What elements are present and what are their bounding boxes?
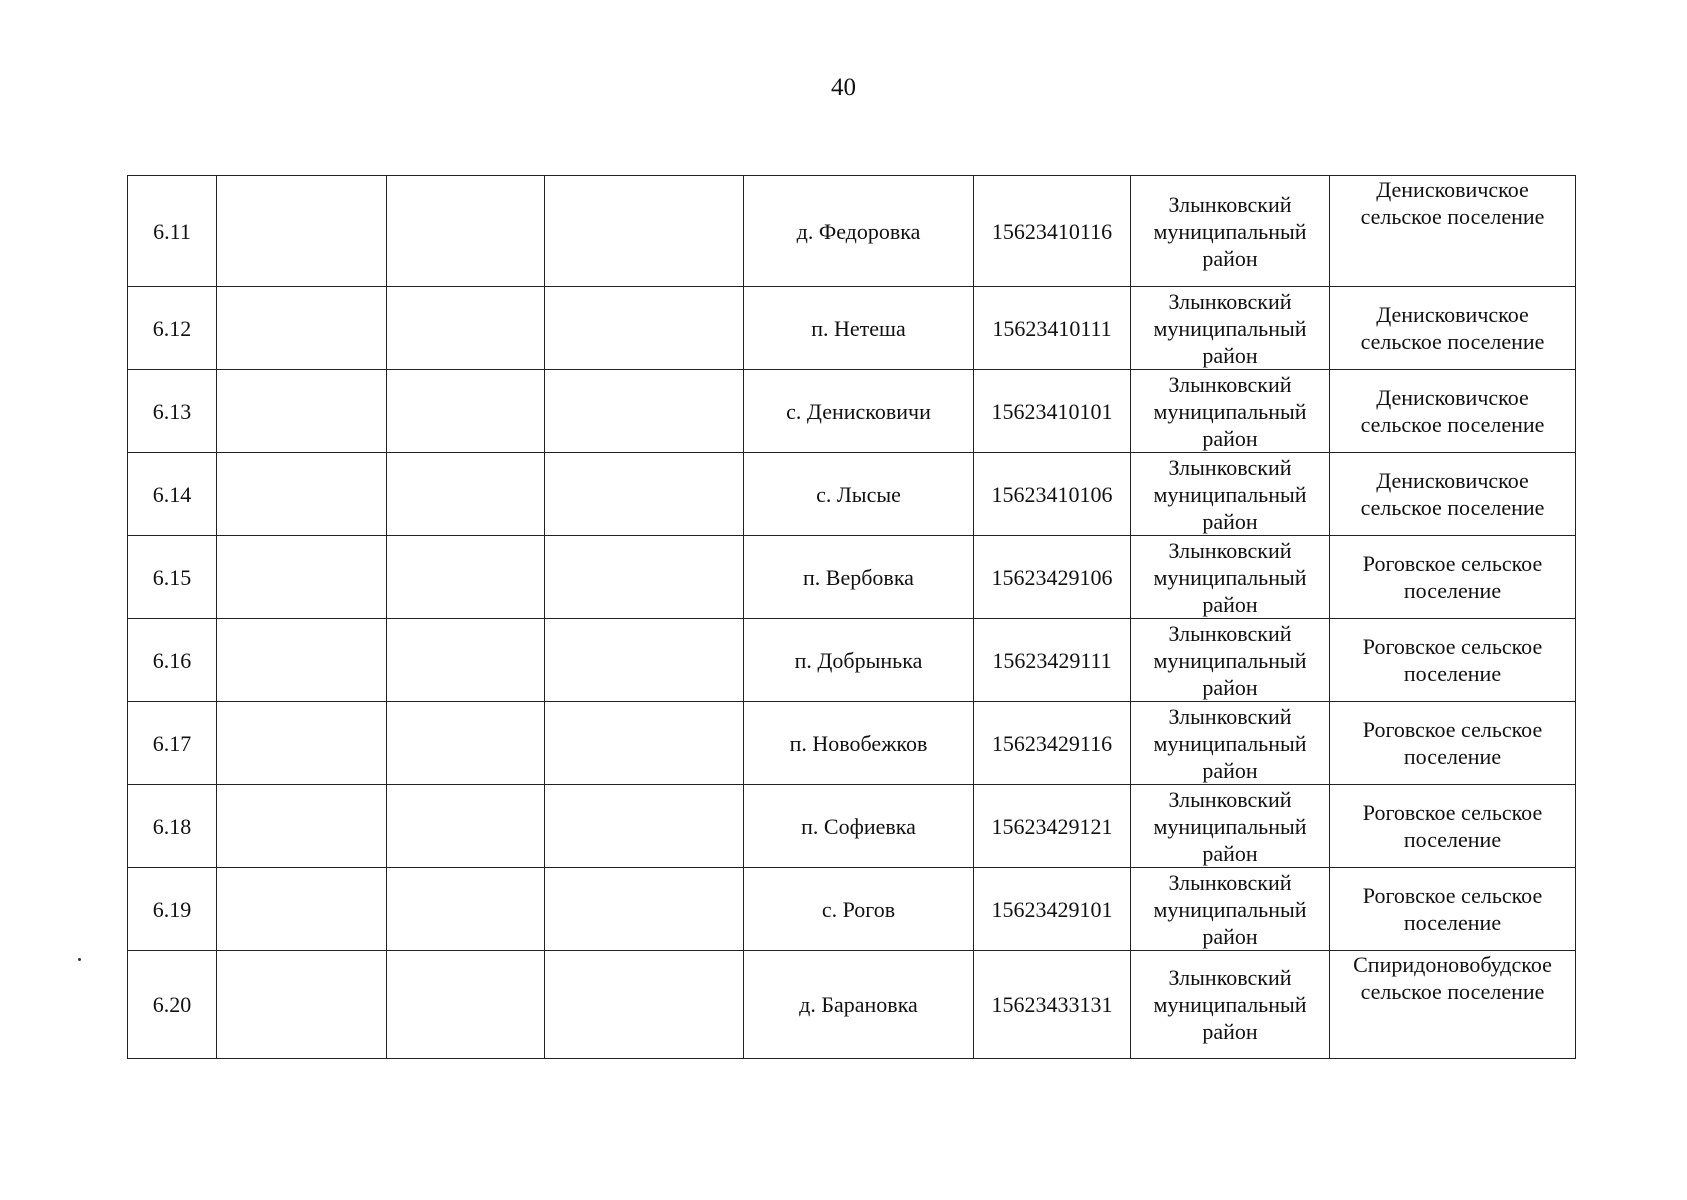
empty-cell xyxy=(387,536,545,619)
empty-cell xyxy=(217,785,387,868)
empty-cell xyxy=(545,702,744,785)
row-number: 6.15 xyxy=(128,536,217,619)
district-name: Злынковский муниципальный район xyxy=(1131,176,1330,287)
district-name: Злынковский муниципальный район xyxy=(1131,785,1330,868)
settlement-name: Роговское сельское поселение xyxy=(1330,536,1576,619)
table-row xyxy=(128,951,1576,1059)
oktmo-code: 15623410101 xyxy=(974,370,1131,453)
settlement-name: Роговское сельское поселение xyxy=(1330,868,1576,951)
settlement-name: Роговское сельское поселение xyxy=(1330,702,1576,785)
locality-name: д. Федоровка xyxy=(744,176,974,287)
settlement-name: Роговское сельское поселение xyxy=(1330,619,1576,702)
oktmo-code: 15623410106 xyxy=(974,453,1131,536)
locality-name: п. Вербовка xyxy=(744,536,974,619)
empty-cell xyxy=(387,619,545,702)
empty-cell xyxy=(217,176,387,287)
table-row xyxy=(128,868,1576,951)
row-number: 6.20 xyxy=(128,951,217,1059)
scan-speck xyxy=(78,958,81,961)
district-name: Злынковский муниципальный район xyxy=(1131,702,1330,785)
locality-name: п. Добрынька xyxy=(744,619,974,702)
empty-cell xyxy=(387,702,545,785)
empty-cell xyxy=(217,951,387,1059)
table-row xyxy=(128,785,1576,868)
oktmo-code: 15623429116 xyxy=(974,702,1131,785)
empty-cell xyxy=(387,176,545,287)
empty-cell xyxy=(217,453,387,536)
district-name: Злынковский муниципальный район xyxy=(1131,868,1330,951)
table-row xyxy=(128,702,1576,785)
settlement-name: Денисковичское сельское поселение xyxy=(1330,453,1576,536)
district-name: Злынковский муниципальный район xyxy=(1131,951,1330,1059)
empty-cell xyxy=(217,619,387,702)
locality-name: с. Денисковичи xyxy=(744,370,974,453)
locality-name: п. Новобежков xyxy=(744,702,974,785)
row-number: 6.12 xyxy=(128,287,217,370)
row-number: 6.17 xyxy=(128,702,217,785)
oktmo-code: 15623429101 xyxy=(974,868,1131,951)
locality-name: п. Софиевка xyxy=(744,785,974,868)
oktmo-code: 15623410116 xyxy=(974,176,1131,287)
empty-cell xyxy=(545,453,744,536)
empty-cell xyxy=(217,536,387,619)
locality-name: с. Рогов xyxy=(744,868,974,951)
table-row xyxy=(128,619,1576,702)
empty-cell xyxy=(545,951,744,1059)
settlement-name: Денисковичское сельское поселение xyxy=(1330,370,1576,453)
empty-cell xyxy=(217,287,387,370)
district-name: Злынковский муниципальный район xyxy=(1131,370,1330,453)
empty-cell xyxy=(217,868,387,951)
empty-cell xyxy=(387,287,545,370)
row-number: 6.19 xyxy=(128,868,217,951)
district-name: Злынковский муниципальный район xyxy=(1131,619,1330,702)
locality-name: д. Барановка xyxy=(744,951,974,1059)
empty-cell xyxy=(545,785,744,868)
oktmo-code: 15623410111 xyxy=(974,287,1131,370)
table-row xyxy=(128,370,1576,453)
table-row xyxy=(128,176,1576,287)
empty-cell xyxy=(387,453,545,536)
settlement-name: Денисковичское сельское поселение xyxy=(1330,287,1576,370)
empty-cell xyxy=(217,370,387,453)
empty-cell xyxy=(545,370,744,453)
empty-cell xyxy=(545,536,744,619)
row-number: 6.14 xyxy=(128,453,217,536)
district-name: Злынковский муниципальный район xyxy=(1131,287,1330,370)
locality-name: с. Лысые xyxy=(744,453,974,536)
row-number: 6.18 xyxy=(128,785,217,868)
empty-cell xyxy=(387,370,545,453)
district-name: Злынковский муниципальный район xyxy=(1131,536,1330,619)
locality-name: п. Нетеша xyxy=(744,287,974,370)
oktmo-code: 15623429106 xyxy=(974,536,1131,619)
table-row xyxy=(128,453,1576,536)
oktmo-code: 15623429121 xyxy=(974,785,1131,868)
row-number: 6.13 xyxy=(128,370,217,453)
empty-cell xyxy=(387,785,545,868)
oktmo-code: 15623433131 xyxy=(974,951,1131,1059)
empty-cell xyxy=(387,868,545,951)
row-number: 6.11 xyxy=(128,176,217,287)
page-number: 40 xyxy=(831,74,856,101)
row-number: 6.16 xyxy=(128,619,217,702)
register-table xyxy=(127,175,1576,1059)
settlement-name: Роговское сельское поселение xyxy=(1330,785,1576,868)
oktmo-code: 15623429111 xyxy=(974,619,1131,702)
empty-cell xyxy=(217,702,387,785)
empty-cell xyxy=(545,287,744,370)
table-row xyxy=(128,287,1576,370)
empty-cell xyxy=(545,868,744,951)
empty-cell xyxy=(387,951,545,1059)
empty-cell xyxy=(545,619,744,702)
district-name: Злынковский муниципальный район xyxy=(1131,453,1330,536)
table-row xyxy=(128,536,1576,619)
settlement-name: Денисковичское сельское поселение xyxy=(1330,176,1576,287)
empty-cell xyxy=(545,176,744,287)
settlement-name: Спиридоновобудское сельское поселение xyxy=(1330,951,1576,1059)
